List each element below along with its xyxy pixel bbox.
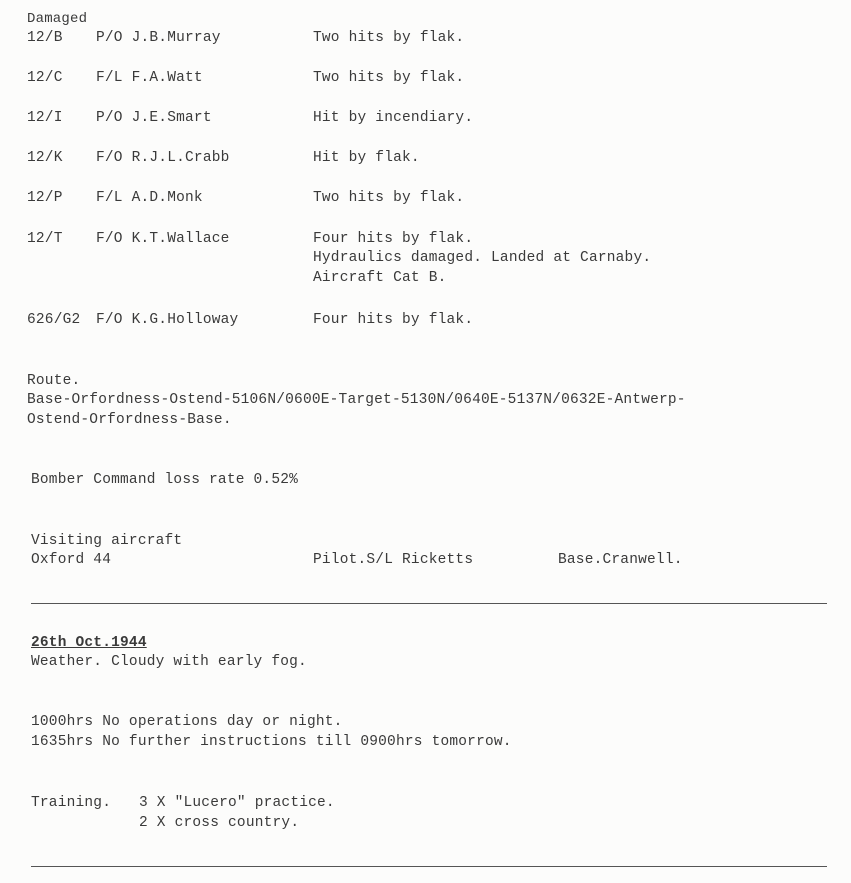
damaged-row-pilot: F/L A.D.Monk [96,190,203,206]
damaged-label: Damaged [27,11,88,27]
damaged-row-remark: Hit by flak. [313,150,420,166]
route-line: Base-Orfordness-Ostend-5106N/0600E-Target-5130N/0640E-5137N/0632E-Antwerp- [27,392,686,408]
damaged-row-remark: Four hits by flak. [313,312,474,328]
damaged-row-remark: Two hits by flak. [313,30,465,46]
damaged-row-aircraft: 12/P [27,190,63,206]
visiting-base: Base.Cranwell. [558,552,683,568]
visiting-aircraft: Oxford 44 [31,552,112,568]
log-entry: 1635hrs No further instructions till 0900hrs tomorrow. [31,734,512,750]
damaged-row-aircraft: 12/B [27,30,63,46]
damaged-row-aircraft: 12/K [27,150,63,166]
damaged-row-aircraft: 12/C [27,70,63,86]
section-divider [31,603,827,604]
damaged-row-aircraft: 12/T [27,231,63,247]
damaged-row-remark: Hit by incendiary. [313,110,474,126]
damaged-row-remark: Aircraft Cat B. [313,270,447,286]
damaged-row-pilot: F/O K.G.Holloway [96,312,239,328]
damaged-row-pilot: F/O K.T.Wallace [96,231,230,247]
route-line: Ostend-Orfordness-Base. [27,412,232,428]
loss-rate: Bomber Command loss rate 0.52% [31,472,299,488]
damaged-row-pilot: P/O J.E.Smart [96,110,212,126]
visiting-pilot: Pilot.S/L Ricketts [313,552,474,568]
training-item: 2 X cross country. [139,815,300,831]
route-label: Route. [27,373,81,389]
section-divider [31,866,827,867]
damaged-row-remark: Two hits by flak. [313,190,465,206]
damaged-row-pilot: F/L F.A.Watt [96,70,203,86]
damaged-row-pilot: F/O R.J.L.Crabb [96,150,230,166]
visiting-label: Visiting aircraft [31,533,183,549]
entry-date: 26th Oct.1944 [31,635,147,651]
weather-line: Weather. Cloudy with early fog. [31,654,307,670]
training-item: 3 X "Lucero" practice. [139,795,335,811]
damaged-row-remark: Two hits by flak. [313,70,465,86]
log-entry: 1000hrs No operations day or night. [31,714,343,730]
damaged-row-aircraft: 626/G2 [27,312,81,328]
damaged-row-pilot: P/O J.B.Murray [96,30,221,46]
damaged-row-remark: Hydraulics damaged. Landed at Carnaby. [313,250,652,266]
damaged-row-aircraft: 12/I [27,110,63,126]
training-label: Training. [31,795,112,811]
damaged-row-remark: Four hits by flak. [313,231,474,247]
